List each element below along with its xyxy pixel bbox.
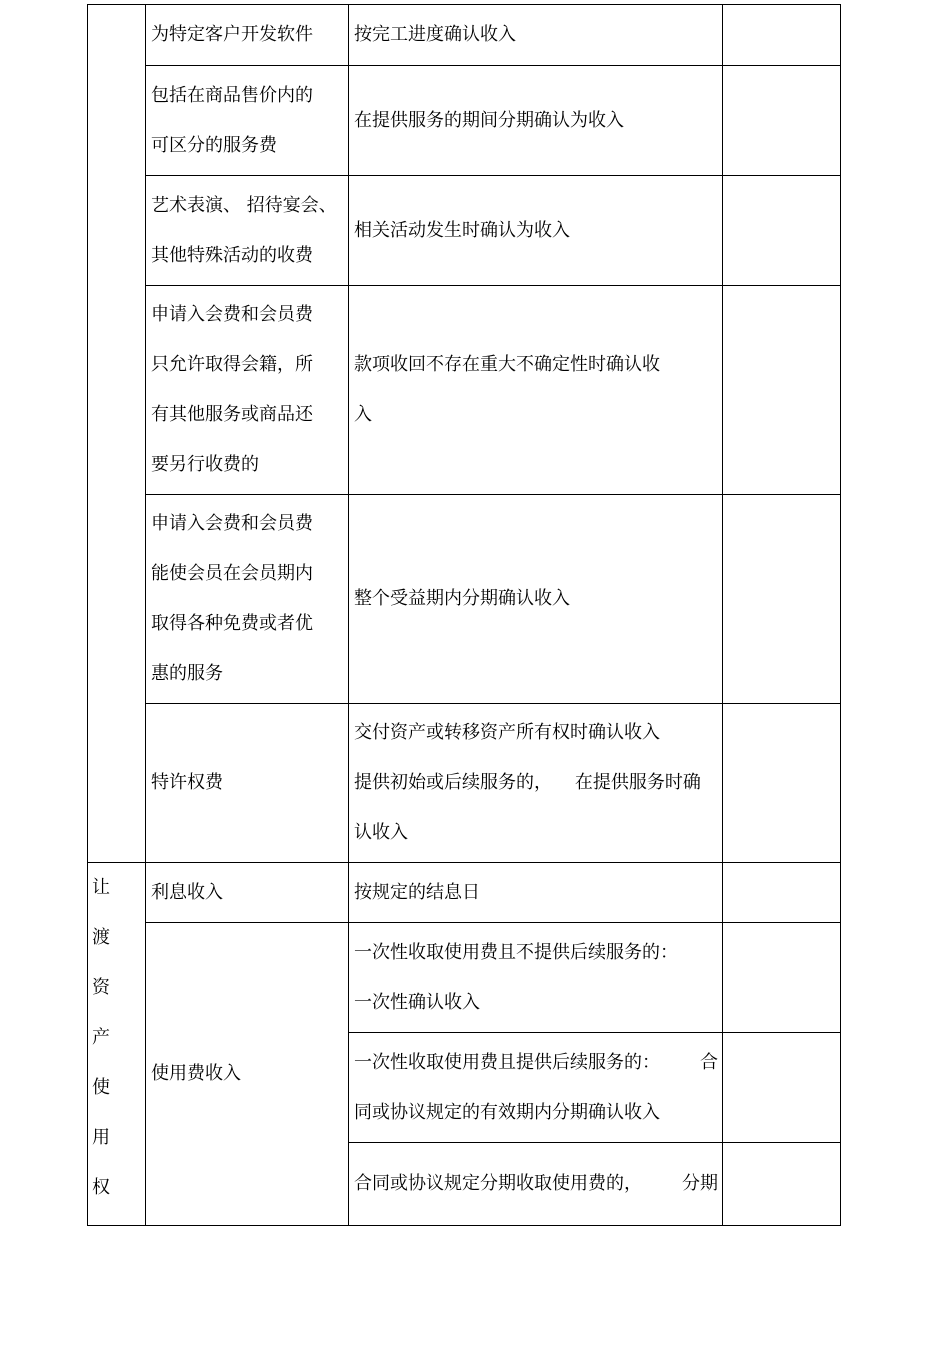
item-line: 申请入会费和会员费: [151, 304, 313, 325]
item-line: 为特定客户开发软件: [151, 24, 313, 45]
item-line: 可区分的服务费: [151, 134, 277, 156]
method-cell: [349, 863, 723, 923]
item-line: 申请入会费和会员费: [151, 513, 313, 534]
item-line: 其他特殊活动的收费: [151, 244, 313, 266]
remark-cell: [723, 704, 841, 863]
item-line: 惠的服务: [151, 663, 223, 684]
item-line: 特许权费: [151, 772, 223, 793]
method-line: 按完工进度确认收入: [354, 24, 516, 45]
item-line: 取得各种免费或者优: [151, 613, 313, 634]
category-char: 让: [92, 877, 110, 898]
remark-cell: [723, 5, 841, 66]
method-cell: [349, 1033, 723, 1143]
method-line: 认收入: [354, 822, 408, 843]
method-line: 同或协议规定的有效期内分期确认收入: [354, 1101, 660, 1123]
method-cell: [349, 286, 723, 495]
remark-cell: [723, 176, 841, 286]
method-line: 相关活动发生时确认为收入: [354, 219, 570, 241]
item-cell: [146, 66, 349, 176]
method-line: 整个受益期内分期确认收入: [354, 588, 570, 609]
method-line: 款项收回不存在重大不确定性时确认收: [354, 354, 660, 375]
method-cell: [349, 495, 723, 704]
method-line: 按规定的结息日: [354, 881, 480, 903]
remark-cell: [723, 923, 841, 1033]
method-line: 在提供服务的期间分期确认为收入: [354, 109, 624, 131]
item-cell: [146, 923, 349, 1226]
category-cell: [88, 863, 146, 1226]
remark-cell: [723, 1143, 841, 1226]
item-line: 只允许取得会籍，所: [151, 354, 313, 375]
method-line: 合同或协议规定分期收取使用费的， 分期: [354, 1173, 719, 1194]
item-line: 包括在商品售价内的: [151, 84, 313, 106]
remark-cell: [723, 1033, 841, 1143]
item-line: 艺术表演、 招待宴会、: [151, 194, 337, 216]
table-row: [88, 495, 841, 704]
item-cell: [146, 5, 349, 66]
item-cell: [146, 863, 349, 923]
method-cell: [349, 923, 723, 1033]
method-line: 一次性确认收入: [354, 991, 480, 1013]
item-line: 使用费收入: [151, 1063, 241, 1084]
category-char: 渡: [92, 927, 110, 948]
method-cell: [349, 5, 723, 66]
revenue-recognition-table: [87, 4, 841, 1226]
method-cell: [349, 1143, 723, 1226]
method-line: 提供初始或后续服务的， 在提供服务时确: [354, 772, 701, 793]
method-cell: [349, 66, 723, 176]
table-row: [88, 5, 841, 66]
item-cell: [146, 176, 349, 286]
method-line: 交付资产或转移资产所有权时确认收入: [354, 722, 660, 743]
category-char: 权: [92, 1177, 110, 1198]
remark-cell: [723, 66, 841, 176]
item-line: 有其他服务或商品还: [151, 404, 313, 425]
remark-cell: [723, 863, 841, 923]
remark-cell: [723, 286, 841, 495]
category-char: 产: [92, 1027, 110, 1048]
table-row: [88, 286, 841, 495]
method-cell: [349, 176, 723, 286]
category-char: 使: [92, 1077, 110, 1098]
method-line: 入: [354, 404, 372, 425]
method-cell: [349, 704, 723, 863]
item-line: 利息收入: [151, 881, 223, 903]
category-char: 资: [92, 977, 110, 998]
table-row: [88, 704, 841, 863]
item-line: 能使会员在会员期内: [151, 563, 313, 584]
category-char: 用: [92, 1127, 110, 1148]
item-cell: [146, 704, 349, 863]
table-row: [88, 176, 841, 286]
remark-cell: [723, 495, 841, 704]
table-row: [88, 66, 841, 176]
table-row: [88, 923, 841, 1033]
item-cell: [146, 286, 349, 495]
method-line: 一次性收取使用费且提供后续服务的： 合: [354, 1051, 719, 1073]
category-cell-empty: [88, 5, 146, 863]
method-line: 一次性收取使用费且不提供后续服务的：: [354, 941, 678, 963]
table-row: [88, 863, 841, 923]
item-line: 要另行收费的: [151, 454, 259, 475]
item-cell: [146, 495, 349, 704]
